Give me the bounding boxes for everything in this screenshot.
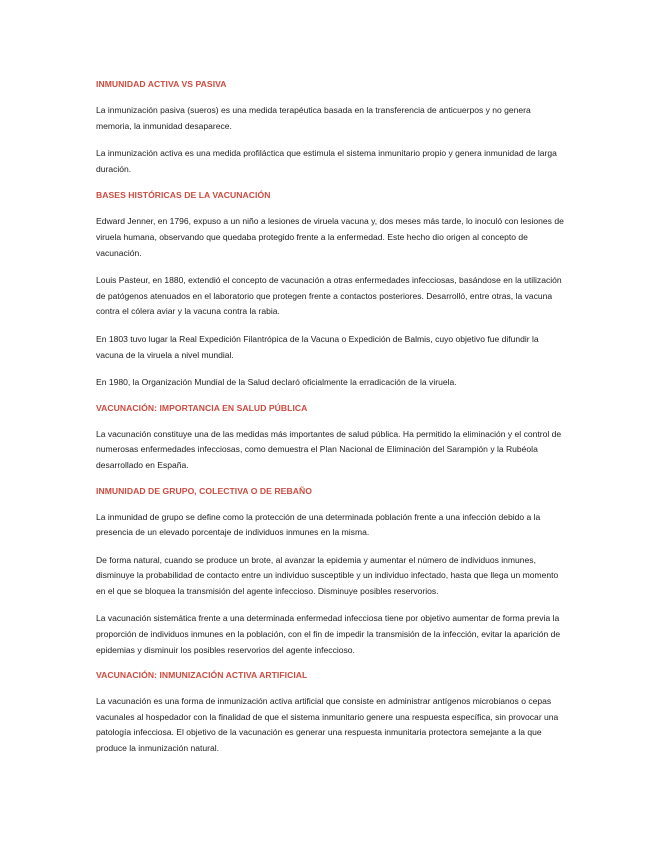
section-inmunidad-de-grupo bbox=[96, 485, 566, 659]
section-importancia-salud-publica bbox=[96, 402, 566, 474]
paragraph: La vacunación sistemática frente a una determinada enfermedad infecciosa tiene por objetivo aumentar de forma previa la proporción de individuos inmunes en la población, con el fin de impedir la transmisión de la infección, evitar la aparición de epidemias y disminuir los posibles reservorios del agente infeccioso. bbox=[96, 613, 561, 655]
paragraph: De forma natural, cuando se produce un brote, al avanzar la epidemia y aumentar el número de individuos inmunes, disminuye la probabilidad de contacto entre un individuo susceptible y un individuo infectado, hasta que llega un momento en el que se bloquea la transmisión del agente infeccioso. Disminuye posibles reservorios. bbox=[96, 554, 559, 596]
section-heading: INMUNIDAD DE GRUPO, COLECTIVA O DE REBAÑO bbox=[96, 485, 312, 496]
paragraph: Louis Pasteur, en 1880, extendió el concepto de vacunación a otras enfermedades infecciosas, basándose en la utilización de patógenos atenuados en el laboratorio que protegen frente a contactos posteriores. Desarrolló, entre otras, la vacuna contra el cólera aviar y la vacuna contra la rabia. bbox=[96, 275, 562, 317]
paragraph: La inmunidad de grupo se define como la protección de una determinada población frente a una infección debido a la presencia de un elevado porcentaje de individuos inmunes en la misma. bbox=[96, 511, 541, 538]
document-page bbox=[96, 78, 566, 769]
paragraph: La vacunación es una forma de inmunización activa artificial que consiste en administrar antígenos microbianos o cepas vacunales al hospedador con la finalidad de que el sistema inmunitario genere una respuesta específica, sin provocar una patología infecciosa. El objetivo de la vacunación es generar una respuesta inmunitaria protectora semejante a la que produce la inmunización natural. bbox=[96, 696, 559, 754]
section-heading: VACUNACIÓN: INMUNIZACIÓN ACTIVA ARTIFICIAL bbox=[96, 670, 308, 681]
paragraph: Edward Jenner, en 1796, expuso a un niño a lesiones de viruela vacuna y, dos meses más tarde, lo inoculó con lesiones de viruela humana, observando que quedaba protegido frente a la enfermedad. Este hecho dio origen al concepto de vacunación. bbox=[96, 216, 564, 258]
section-inmunidad-activa-pasiva bbox=[96, 78, 566, 177]
section-heading: VACUNACIÓN: IMPORTANCIA EN SALUD PÚBLICA bbox=[96, 402, 308, 413]
section-bases-historicas bbox=[96, 189, 566, 390]
section-inmunizacion-activa-artificial bbox=[96, 669, 566, 756]
section-heading: BASES HISTÓRICAS DE LA VACUNACIÓN bbox=[96, 190, 271, 201]
section-heading: INMUNIDAD ACTIVA VS PASIVA bbox=[96, 79, 227, 89]
paragraph: En 1980, la Organización Mundial de la Salud declaró oficialmente la erradicación de la viruela. bbox=[96, 377, 457, 388]
paragraph: La inmunización activa es una medida profiláctica que estimula el sistema inmunitario propio y genera inmunidad de larga duración. bbox=[96, 148, 557, 174]
paragraph: La inmunización pasiva (sueros) es una medida terapéutica basada en la transferencia de anticuerpos y no genera memoria, la inmunidad desaparece. bbox=[96, 105, 531, 131]
paragraph: La vacunación constituye una de las medidas más importantes de salud pública. Ha permitido la eliminación y el control de numerosas enfermedades infecciosas, como demuestra el Plan Nacional de Eliminación del Sarampión y la Rubéola desarrollado en España. bbox=[96, 428, 562, 470]
paragraph: En 1803 tuvo lugar la Real Expedición Filantrópica de la Vacuna o Expedición de Balmis, cuyo objetivo fue difundir la vacuna de la viruela a nivel mundial. bbox=[96, 333, 539, 360]
